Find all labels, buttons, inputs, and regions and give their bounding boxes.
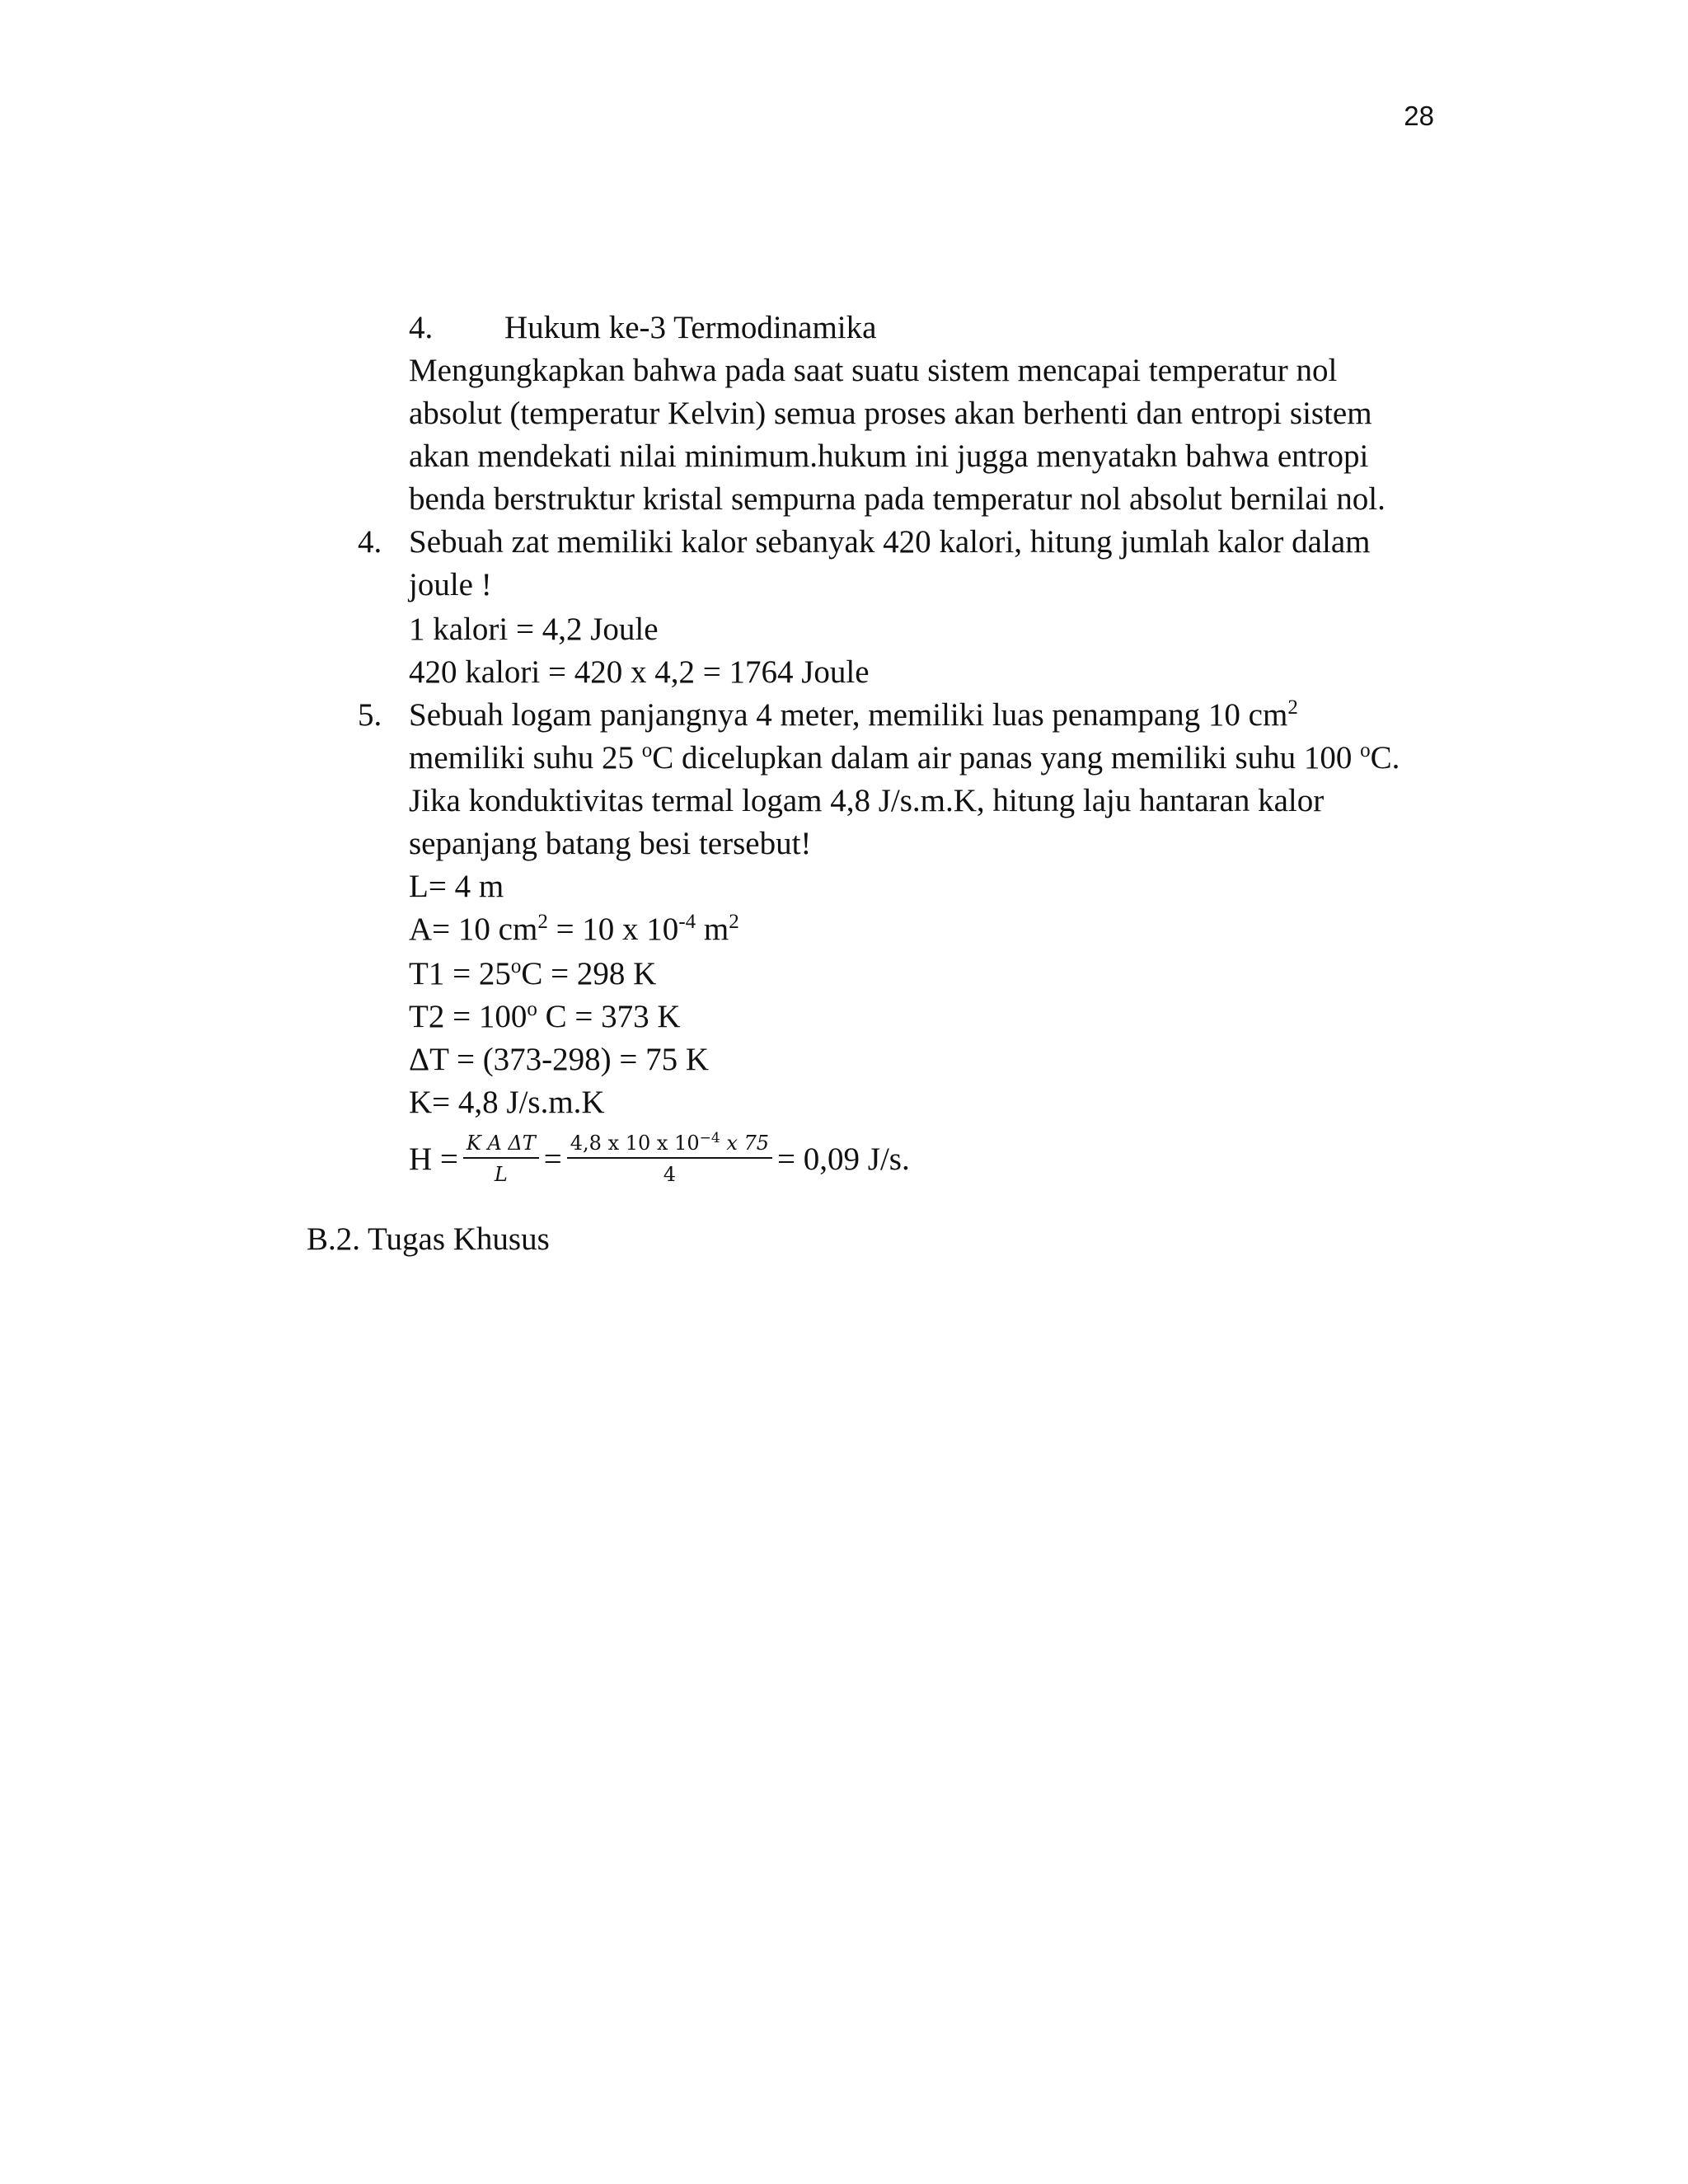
- problem5-number: 5.: [358, 697, 382, 733]
- problem5-question-line-3: Jika konduktivitas termal logam 4,8 J/s.m.K, hitung laju hantaran kalor: [409, 783, 1325, 818]
- given-length: L= 4 m: [409, 869, 504, 904]
- formula-fraction-numeric: [567, 1131, 772, 1187]
- formula-lhs: H =: [409, 1141, 458, 1177]
- item4-title: Hukum ke-3 Termodinamika: [504, 310, 877, 345]
- item4-paragraph-line-1: Mengungkapkan bahwa pada saat suatu sistem mencapai temperatur nol: [409, 353, 1338, 388]
- formula-fraction-numeric-exponent: −4: [699, 1130, 720, 1146]
- formula-fraction-numeric-denominator: 4: [663, 1163, 677, 1186]
- given-t1-text-b: C = 298 K: [521, 956, 657, 991]
- problem5-q2-degree-1: o: [641, 739, 653, 762]
- section-heading: B.2. Tugas Khusus: [307, 1221, 550, 1257]
- given-area-sup-3: 2: [729, 911, 739, 933]
- formula-fraction-numeric-numerator-a: 4,8 x 10 x 10: [570, 1132, 700, 1155]
- given-delta-t: ΔT = (373-298) = 75 K: [409, 1042, 710, 1077]
- problem4-step-1: 1 kalori = 4,2 Joule: [409, 612, 659, 647]
- given-area-text-c: m: [696, 912, 729, 947]
- formula-fraction-symbolic-numerator: K A ΔT: [466, 1132, 536, 1155]
- problem5-q2-text-c: C.: [1370, 740, 1400, 776]
- formula-fraction-symbolic: [463, 1131, 539, 1187]
- given-t2-degree: o: [527, 998, 537, 1020]
- problem5-question-line-1: [409, 694, 1298, 737]
- problem5-question-line-2: [409, 737, 1400, 780]
- given-area: [409, 908, 739, 951]
- given-t1-text-a: T1 = 25: [409, 956, 511, 991]
- formula-fraction-numeric-numerator-b: x 75: [720, 1132, 770, 1155]
- heat-rate-formula: [409, 1131, 910, 1187]
- given-area-text-b: = 10 x 10: [547, 912, 679, 947]
- given-t1: [409, 953, 656, 996]
- problem5-q2-degree-2: o: [1360, 739, 1371, 762]
- problem4-number: 4.: [358, 524, 382, 560]
- item4-paragraph-line-4: benda berstruktur kristal sempurna pada temperatur nol absolut bernilai nol.: [409, 481, 1386, 517]
- given-t2: [409, 996, 681, 1038]
- given-area-sup-2: -4: [678, 911, 696, 933]
- problem5-question-line-4: sepanjang batang besi tersebut!: [409, 826, 812, 861]
- formula-equals: =: [543, 1141, 562, 1177]
- problem5-q2-text-b: C dicelupkan dalam air panas yang memiliki suhu 100: [652, 740, 1361, 776]
- given-area-sup-1: 2: [537, 911, 548, 933]
- problem5-q1-text: Sebuah logam panjangnya 4 meter, memiliki luas penampang 10 cm: [409, 697, 1288, 733]
- given-t2-text-b: C = 373 K: [537, 999, 681, 1034]
- formula-fraction-symbolic-denominator: L: [494, 1163, 508, 1186]
- item4-paragraph-line-3: akan mendekati nilai minimum.hukum ini jugga menyatakn bahwa entropi: [409, 438, 1369, 474]
- problem4-step-2: 420 kalori = 420 x 4,2 = 1764 Joule: [409, 654, 870, 690]
- problem5-q2-text-a: memiliki suhu 25: [409, 740, 642, 776]
- formula-result: = 0,09 J/s.: [777, 1141, 910, 1177]
- given-t1-degree: o: [510, 955, 522, 977]
- given-t2-text-a: T2 = 100: [409, 999, 528, 1034]
- problem4-question-line-2: joule !: [409, 567, 492, 602]
- page-number: 28: [1404, 101, 1434, 131]
- problem4-question-line-1: Sebuah zat memiliki kalor sebanyak 420 kalori, hitung jumlah kalor dalam: [409, 524, 1371, 560]
- item4-paragraph-line-2: absolut (temperatur Kelvin) semua proses akan berhenti dan entropi sistem: [409, 396, 1372, 431]
- given-area-text-a: A= 10 cm: [409, 912, 538, 947]
- item4-number: 4.: [409, 310, 434, 345]
- given-conductivity: K= 4,8 J/s.m.K: [409, 1085, 605, 1120]
- problem5-q1-superscript: 2: [1287, 696, 1298, 719]
